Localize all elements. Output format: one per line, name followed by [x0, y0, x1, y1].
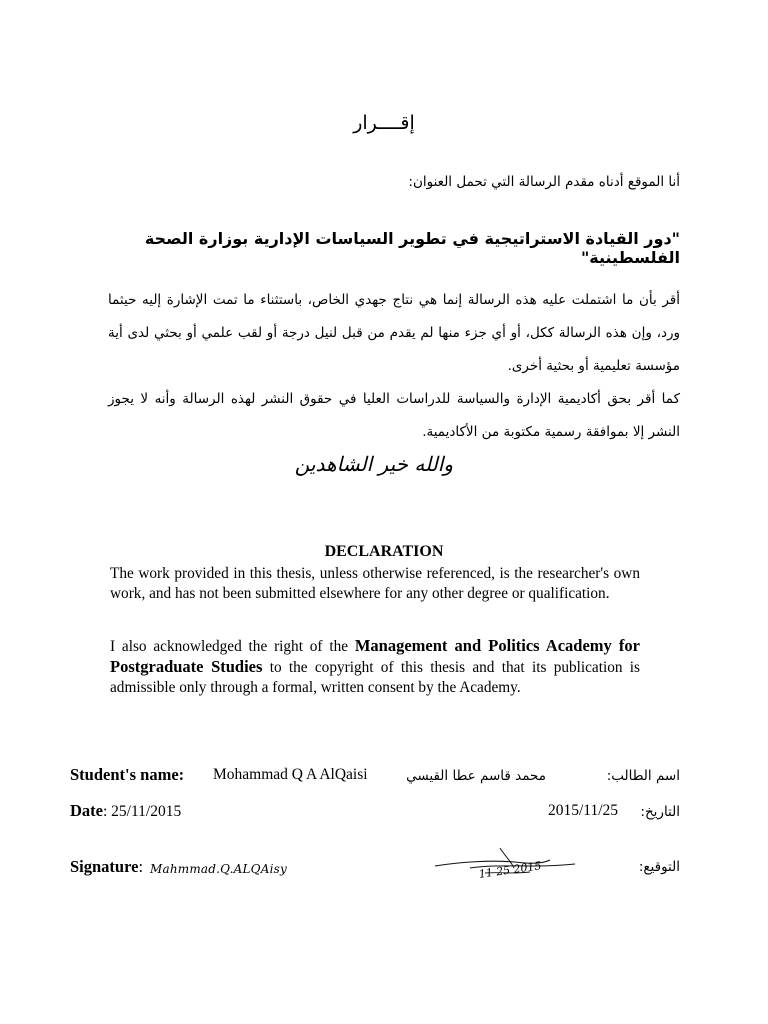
student-name-label-arabic: اسم الطالب: [606, 768, 680, 784]
arabic-intro: أنا الموقع أدناه مقدم الرسالة التي تحمل العنوان: [408, 174, 680, 190]
date-label: Date [70, 801, 103, 820]
signature-field [70, 857, 143, 877]
declaration-heading: DECLARATION [324, 543, 444, 560]
signature-label: Signature [70, 857, 139, 876]
arabic-closing: والله خير الشاهدين [294, 452, 453, 476]
english-paragraph-1: The work provided in this thesis, unless otherwise referenced, is the researcher's own work, and has not been submitted elsewhere for any other degree or qualification. [110, 565, 640, 602]
date-value: : 25/11/2015 [102, 803, 182, 820]
arabic-paragraph-2: كما أقر بحق أكاديمية الإدارة والسياسة للدراسات العليا في حقوق النشر لهذه الرسالة وأنه لا يجوز النشر إلا بموافقة رسمية مكتوبة من الأكاديمية. [108, 391, 680, 440]
signature-handwritten-name: Mahmmad.Q.ALQAisy [150, 862, 287, 876]
arabic-title: إقــــرار [353, 112, 415, 134]
date-field [70, 801, 181, 821]
english-paragraph-2-pre: I also acknowledged the right of the [110, 638, 355, 655]
arabic-thesis-title: "دور القيادة الاستراتيجية في تطوير السياسات الإدارية بوزارة الصحة الفلسطينية" [144, 229, 680, 267]
signature-date-mark: 11 25 2015 [478, 859, 543, 881]
student-name-label: Student's name: [70, 765, 185, 784]
signature-colon: : [138, 857, 144, 876]
english-paragraph-2 [110, 636, 640, 698]
arabic-paragraph-1: أقر بأن ما اشتملت عليه هذه الرسالة إنما هي نتاج جهدي الخاص، باستثناء ما تمت الإشارة إليه حيثما ورد، وإن هذه الرسالة ككل، أو أي جزء منها لم يقدم من قبل لنيل درجة أو لقب علمي أو بحثي لدى أية مؤسسة تعليمية أو بحثية أخرى. [108, 292, 680, 374]
student-name-value: Mohammad Q A AlQaisi [213, 766, 368, 783]
date-label-arabic: التاريخ: [640, 804, 680, 820]
english-paragraph-2-post: to the copyright of this thesis and that its publication is admissible only through a formal, written consent by the Academy. [110, 659, 641, 696]
academy-name: Management and Politics Academy for Postgraduate Studies [110, 636, 640, 676]
signature-label-arabic: التوقيع: [638, 859, 680, 875]
date-value-arabic: 2015/11/25 [548, 802, 619, 819]
student-name-value-arabic: محمد قاسم عطا القيسي [406, 768, 546, 784]
